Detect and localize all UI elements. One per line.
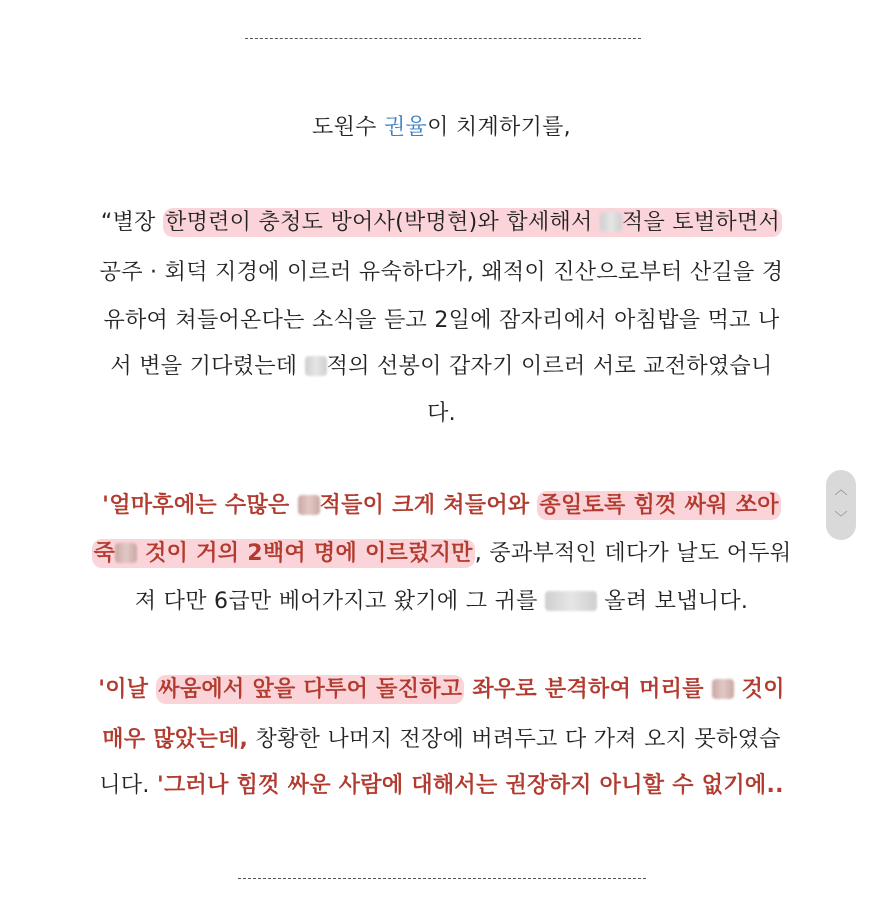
p1-l1-hl-text2: 적을 토벌하면서 (621, 210, 781, 235)
p1-l1-start: “별장 (100, 210, 164, 235)
chevron-up-icon[interactable]: ︿ (834, 483, 848, 498)
redacted-blur (545, 591, 597, 611)
p3-l1-mid: 좌우로 분격하여 머리를 (464, 677, 712, 702)
p3-line-1 (0, 670, 883, 710)
p1-l4-end: 적의 선봉이 갑자기 이르러 서로 교전하였습니 (326, 354, 773, 379)
p2-l1-start: '얼마후에는 수많은 (102, 493, 298, 518)
commander-name: 권율 (383, 115, 428, 140)
p1-l1-hl-text: 한명련이 충청도 방어사(박명현)와 합세해서 (165, 210, 600, 235)
chevron-down-icon[interactable]: ﹀ (834, 511, 848, 526)
p3-l2-end: 창황한 나머지 전장에 버려두고 다 가져 오지 못하였습 (248, 727, 781, 752)
p3-line-3 (0, 766, 883, 806)
p2-highlight-2 (92, 539, 475, 568)
p2-highlight-1: 종일토록 힘껏 싸워 쏘아 (539, 493, 779, 518)
bottom-divider (238, 878, 646, 879)
p3-line-2 (0, 720, 883, 760)
p2-l3-end: 올려 보냅니다. (596, 589, 749, 614)
p2-l2-end: , 중과부적인 데다가 날도 어두워 (474, 541, 792, 566)
p2-line-2 (0, 534, 883, 574)
p3-l1-end: 것이 (733, 677, 785, 702)
p1-highlight (163, 208, 782, 237)
scroll-widget[interactable] (826, 470, 856, 540)
redacted-blur (298, 495, 320, 515)
p1-line-4 (0, 347, 883, 387)
intro-line (0, 108, 883, 148)
redacted-blur (712, 679, 734, 699)
redacted-blur (305, 356, 327, 376)
p2-l3-start: 져 다만 6급만 베어가지고 왔기에 그 귀를 (134, 589, 545, 614)
top-divider (245, 38, 641, 39)
p1-line-5: 다. (427, 401, 456, 426)
redacted-blur (600, 212, 622, 232)
p2-line-1 (0, 483, 883, 526)
p2-line-3 (0, 582, 883, 622)
p2-l2-hl-a: 죽 (93, 541, 116, 566)
redacted-blur (115, 543, 137, 563)
p2-l2-hl-b: 것이 거의 2백여 명에 이르렀지만 (137, 541, 473, 566)
p3-l1-start: '이날 (98, 677, 157, 702)
p1-line-2: 공주 · 회덕 지경에 이르러 유숙하다가, 왜적이 진산으로부터 산길을 경 (99, 260, 784, 285)
p2-l1-mid: 적들이 크게 쳐들어와 (319, 493, 538, 518)
p3-highlight: 싸움에서 앞을 다투어 돌진하고 (158, 677, 463, 702)
p3-l3-start: 니다. (99, 773, 157, 798)
p1-line-1 (0, 203, 883, 243)
intro-text: 도원수 (312, 115, 384, 140)
p1-line-3: 유하여 쳐들어온다는 소식을 듣고 2일에 잠자리에서 아침밥을 먹고 나 (103, 308, 780, 333)
intro-text-end: 이 치계하기를, (427, 115, 571, 140)
p3-l3-end: '그러나 힘껏 싸운 사람에 대해서는 권장하지 아니할 수 없기에.. (156, 773, 784, 798)
p3-l2-start: 매우 많았는데, (102, 727, 249, 752)
p1-l4-start: 서 변을 기다렸는데 (110, 354, 305, 379)
